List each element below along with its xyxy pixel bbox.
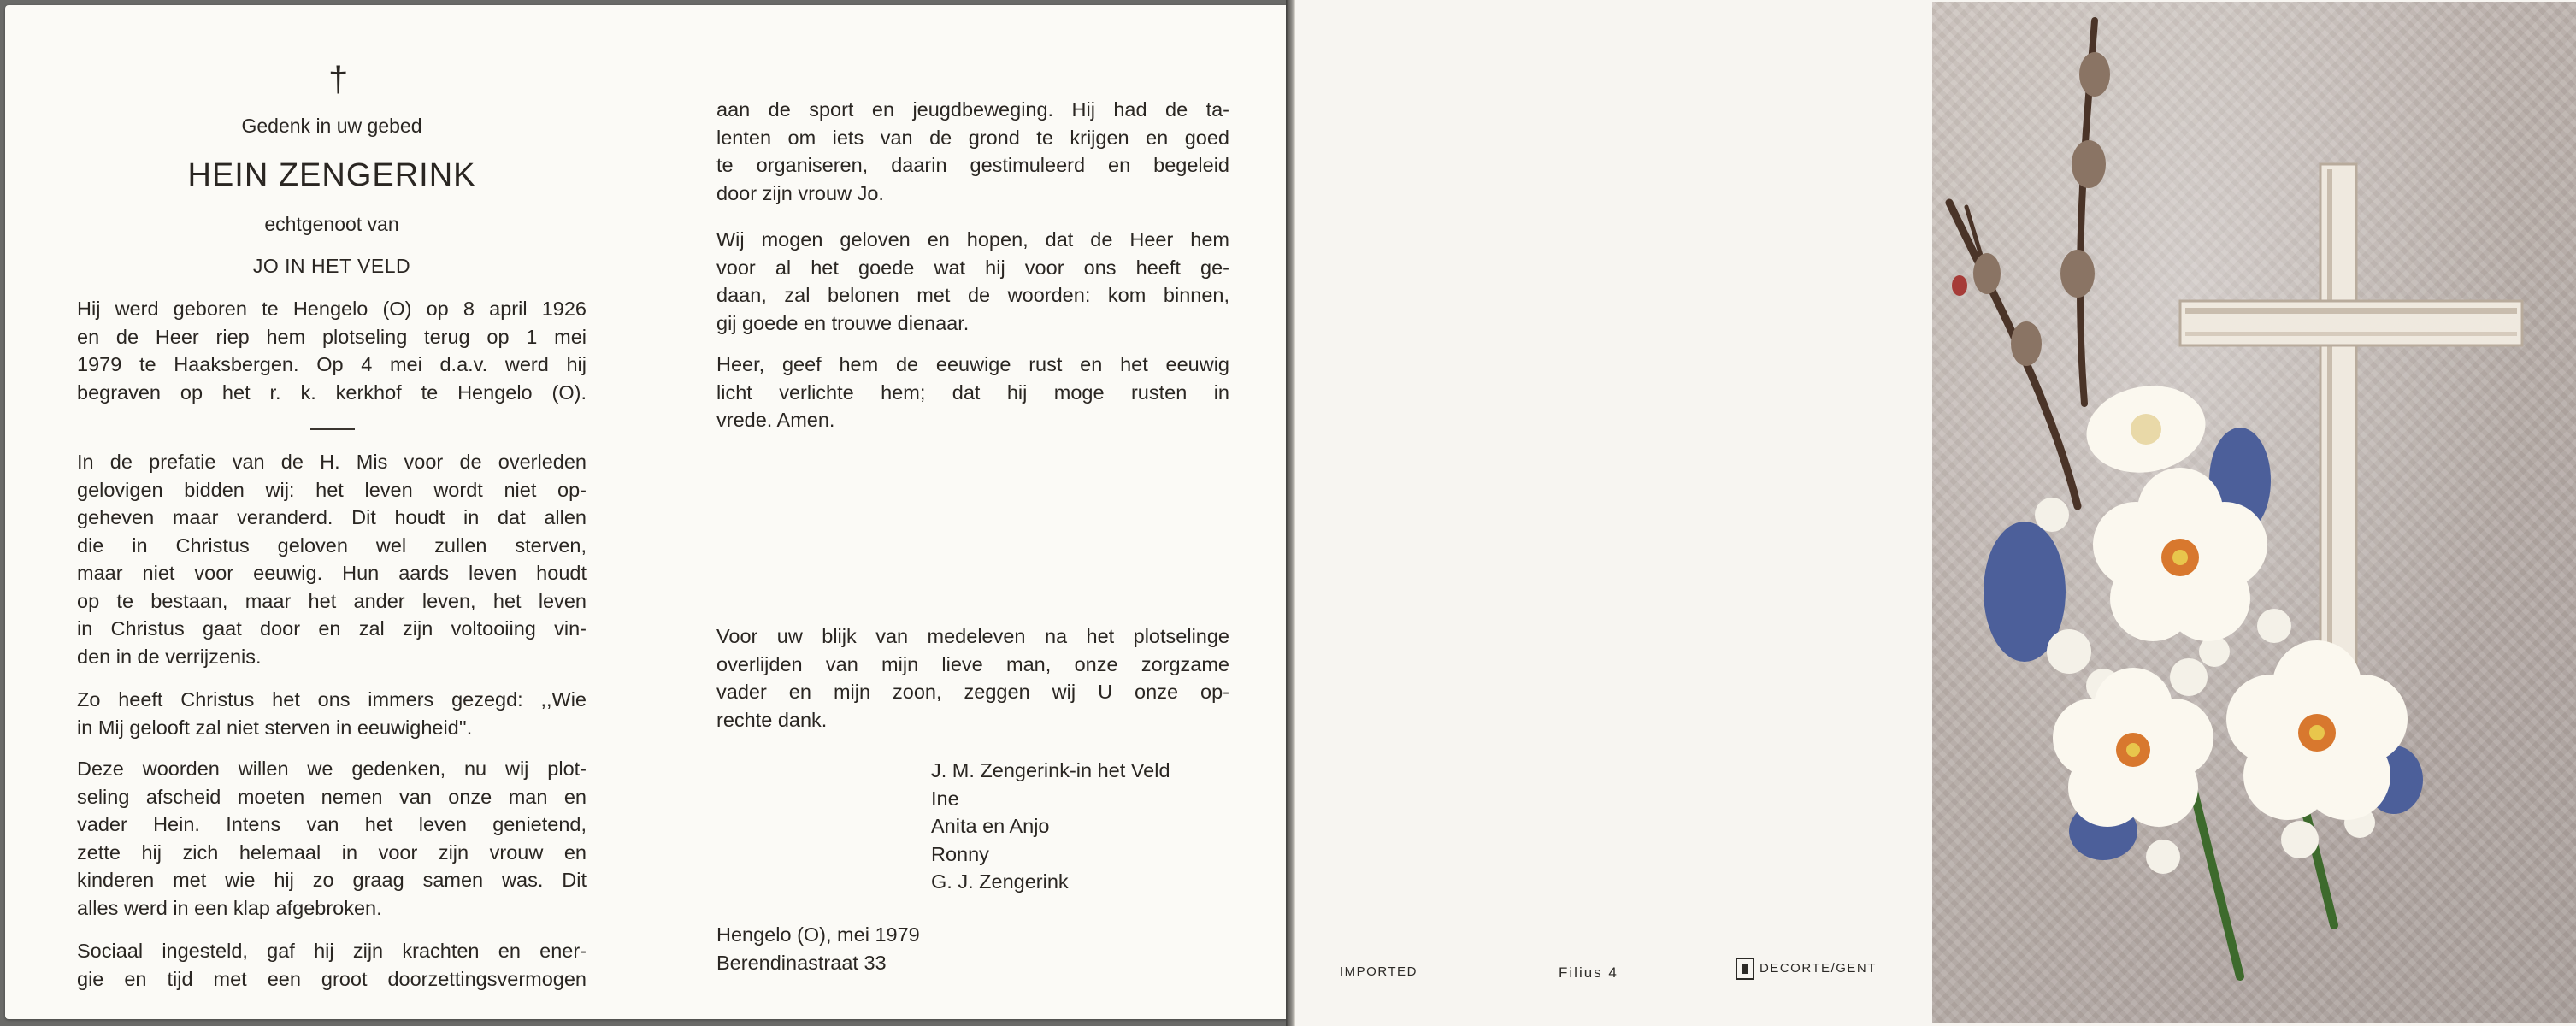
quote-paragraph [77,686,587,741]
text-line: overlijden van mijn lieve man, onze zorgzame [716,652,1229,675]
card-heading: Gedenk in uw gebed [241,115,422,137]
text-line: voor al het goede wat hij voor ons heeft ge- [716,256,1229,279]
publisher-mark [1736,958,1877,980]
text-line: gij goede en trouwe dienaar. [716,311,970,334]
text-line: 1979 te Haaksbergen. Op 4 mei d.a.v. werd hij [77,353,587,375]
text-line: alles werd in een klap afgebroken. [77,896,382,919]
text-line: in Mij gelooft zal niet sterven in eeuwigheid''. [77,716,473,739]
text-line: geheven maar veranderd. Dit houdt in dat allen [77,506,587,528]
signatory: Ronny [931,842,989,865]
text-line: gelovigen bidden wij: het leven wordt niet op- [77,478,587,501]
text-line: den in de verrijzenis. [77,645,262,668]
text-line: licht verlichte hem; dat hij moge rusten in [716,380,1229,404]
text-line: vader Hein. Intens van het leven genietend, [77,813,587,835]
faith-paragraph [716,226,1229,337]
text-line: lenten om iets van de grond te krijgen en goed [716,126,1229,149]
divider [310,428,355,430]
signatory: Anita en Anjo [931,815,1050,837]
sport-paragraph [716,96,1229,207]
text-line: daan, zal belonen met de woorden: kom binnen, [716,284,1229,306]
text-line: Hij werd geboren te Hengelo (O) op 8 april 1926 [77,298,587,320]
place-date-footer [716,921,920,976]
text-line: in Christus gaat door en zal zijn voltooiing vin- [77,617,587,640]
cross-icon: † [328,59,349,99]
text-line: die in Christus geloven wel zullen sterven, [77,534,587,557]
social-paragraph [77,937,587,993]
memorial-card-inner [5,5,1290,1019]
text-line: Deze woorden willen we gedenken, nu wij plot- [77,758,587,780]
remembrance-paragraph [77,755,587,922]
text-line: seling afscheid moeten nemen van onze man en [77,785,587,808]
text-line: vrede. Amen. [716,409,835,431]
text-line: kinderen met wie hij zo graag samen was. Dit [77,869,587,891]
text-line: op te bestaan, maar het ander leven, het leven [77,589,587,612]
relation-label: echtgenoot van [264,213,399,235]
text-line: zette hij zich helemaal in voor zijn vrouw en [77,840,587,864]
text-line: Voor uw blijk van medeleven na het plotselinge [716,625,1229,647]
text-line: maar niet voor eeuwig. Hun aards leven houdt [77,562,587,584]
text-line: In de prefatie van de H. Mis voor de overleden [77,451,587,473]
prefatie-paragraph [77,448,587,670]
text-line: door zijn vrouw Jo. [716,181,884,204]
text-line: en de Heer riep hem plotseling terug op 1 mei [77,325,587,348]
text-line: begraven op het r. k. kerkhof te Hengelo (O). [77,380,587,404]
text-line: Wij mogen geloven en hopen, dat de Heer hem [716,228,1229,251]
text-line: Sociaal ingesteld, gaf hij zijn krachten en ener- [77,940,587,962]
imported-label: IMPORTED [1340,964,1418,979]
thanks-paragraph [716,622,1229,734]
publisher-label: DECORTE/GENT [1760,960,1877,976]
address: Berendinastraat 33 [716,951,887,974]
signatory: G. J. Zengerink [931,870,1069,893]
series-label: Filius 4 [1559,964,1618,981]
text-line: vader en mijn zoon, zeggen wij U onze op- [716,681,1229,703]
signatories [931,757,1170,896]
text-line: gie en tijd met een groot doorzettingsvermogen [77,967,587,990]
publisher-logo-icon [1736,958,1754,980]
text-line: rechte dank. [716,708,828,731]
holy-card-photo [1932,2,2576,1023]
spouse-name: JO IN HET VELD [252,255,411,277]
deceased-name: HEIN ZENGERINK [187,157,476,193]
text-line: Zo heeft Christus het ons immers gezegd: ,,Wie [77,688,587,711]
signatory: Ine [931,787,959,810]
cross-and-flowers-illustration [1932,2,2576,1023]
prayer-paragraph [716,351,1229,434]
card-fold [1286,0,1295,1026]
signatory: J. M. Zengerink-in het Veld [931,759,1170,781]
text-line: te organiseren, daarin gestimuleerd en begeleid [716,154,1229,176]
place-date: Hengelo (O), mei 1979 [716,923,920,946]
text-line: aan de sport en jeugdbeweging. Hij had de ta- [716,98,1229,121]
bio-paragraph [77,295,587,406]
text-line: Heer, geef hem de eeuwige rust en het eeuwig [716,353,1229,375]
